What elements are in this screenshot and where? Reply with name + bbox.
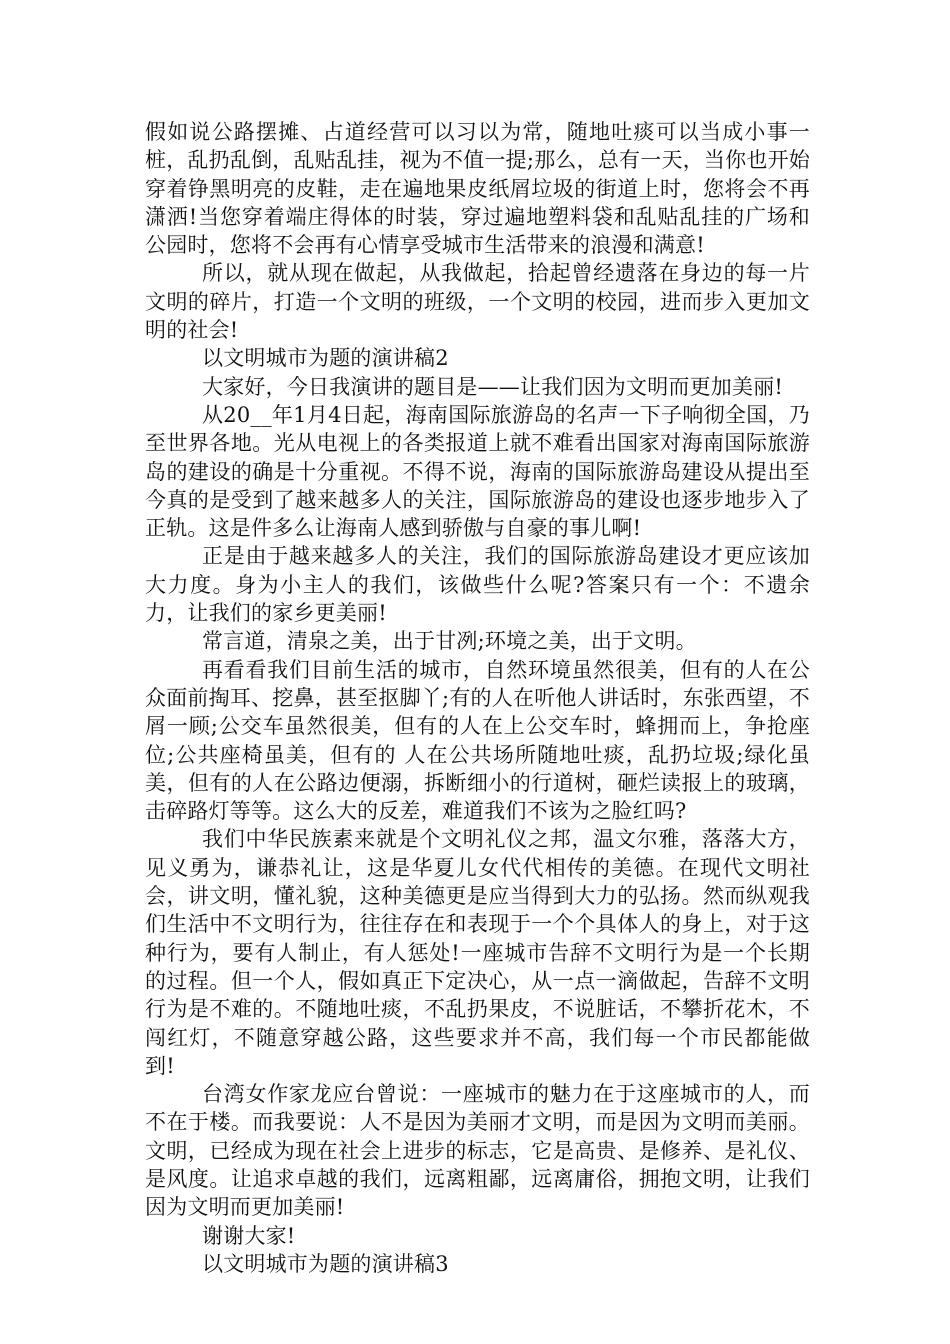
paragraph: 再看看我们目前生活的城市，自然环境虽然很美，但有的人在公众面前掏耳、挖鼻，甚至抠脚丫;有的人在听他人讲话时，东张西望，不屑一顾;公交车虽然很美，但有的人在上公交车时，蜂拥而上，争抢座位;公共座椅虽美，但有的 人在公共场所随地吐痰，乱扔垃圾;绿化虽美，但有的人在公路边便溺，拆断细小的行道树，砸烂读报上的玻璃，击碎路灯等等。这么大的反差，难道我们不该为之脸红吗? <box>145 657 810 824</box>
paragraph: 我们中华民族素来就是个文明礼仪之邦，温文尔雅，落落大方，见义勇为，谦恭礼让，这是华夏儿女代代相传的美德。在现代文明社会，讲文明，懂礼貌，这种美德更是应当得到大力的弘扬。然而纵观我们生活中不文明行为，往往存在和表现于一个个具体人的身上，对于这种行为，要有人制止，有人惩处!一座城市告辞不文明行为是一个长期的过程。但一个人，假如真正下定决心，从一点一滴做起，告辞不文明行为是不难的。不随地吐痰，不乱扔果皮，不说脏话，不攀折花木，不闯红灯，不随意穿越公路，这些要求并不高，我们每一个市民都能做到! <box>145 827 810 1078</box>
paragraph: 所以，就从现在做起，从我做起，拾起曾经遗落在身边的每一片文明的碎片，打造一个文明的班级，一个文明的校园，进而步入更加文明的社会! <box>145 261 810 343</box>
section-heading: 以文明城市为题的演讲稿2 <box>202 346 449 371</box>
document-body <box>145 118 810 1278</box>
paragraph: 从20__年1月4日起，海南国际旅游岛的名声一下子响彻全国，乃至世界各地。光从电视上的各类报道上就不难看出国家对海南国际旅游岛的建设的确是十分重视。不得不说，海南的国际旅游岛建设从提出至今真的是受到了越来越多人的关注，国际旅游岛的建设也逐步地步入了正轨。这是件多么让海南人感到骄傲与自豪的事儿啊! <box>145 402 810 541</box>
paragraph: 谢谢大家! <box>202 1223 296 1248</box>
section-heading: 以文明城市为题的演讲稿3 <box>202 1251 449 1276</box>
paragraph: 假如说公路摆摊、占道经营可以习以为常，随地吐痰可以当成小事一桩，乱扔乱倒，乱贴乱挂，视为不值一提;那么，总有一天，当你也开始穿着铮黑明亮的皮鞋，走在遍地果皮纸屑垃圾的街道上时，您将会不再潇洒!当您穿着端庄得体的时装，穿过遍地塑料袋和乱贴乱挂的广场和公园时，您将不会再有心情享受城市生活带来的浪漫和满意! <box>145 120 810 258</box>
paragraph: 大家好，今日我演讲的题目是——让我们因为文明而更加美丽! <box>202 374 784 399</box>
paragraph: 台湾女作家龙应台曾说：一座城市的魅力在于这座城市的人，而不在于楼。而我要说：人不是因为美丽才文明，而是因为文明而美丽。文明，已经成为现在社会上进步的标志，它是高贵、是修养、是礼仪、是风度。让追求卓越的我们，远离粗鄙，远离庸俗，拥抱文明，让我们因为文明而更加美丽! <box>145 1082 810 1220</box>
paragraph: 正是由于越来越多人的关注，我们的国际旅游岛建设才更应该加大力度。身为小主人的我们，该做些什么呢?答案只有一个：不遗余力，让我们的家乡更美丽! <box>145 544 810 626</box>
paragraph: 常言道，清泉之美，出于甘冽;环境之美，出于文明。 <box>202 629 697 654</box>
